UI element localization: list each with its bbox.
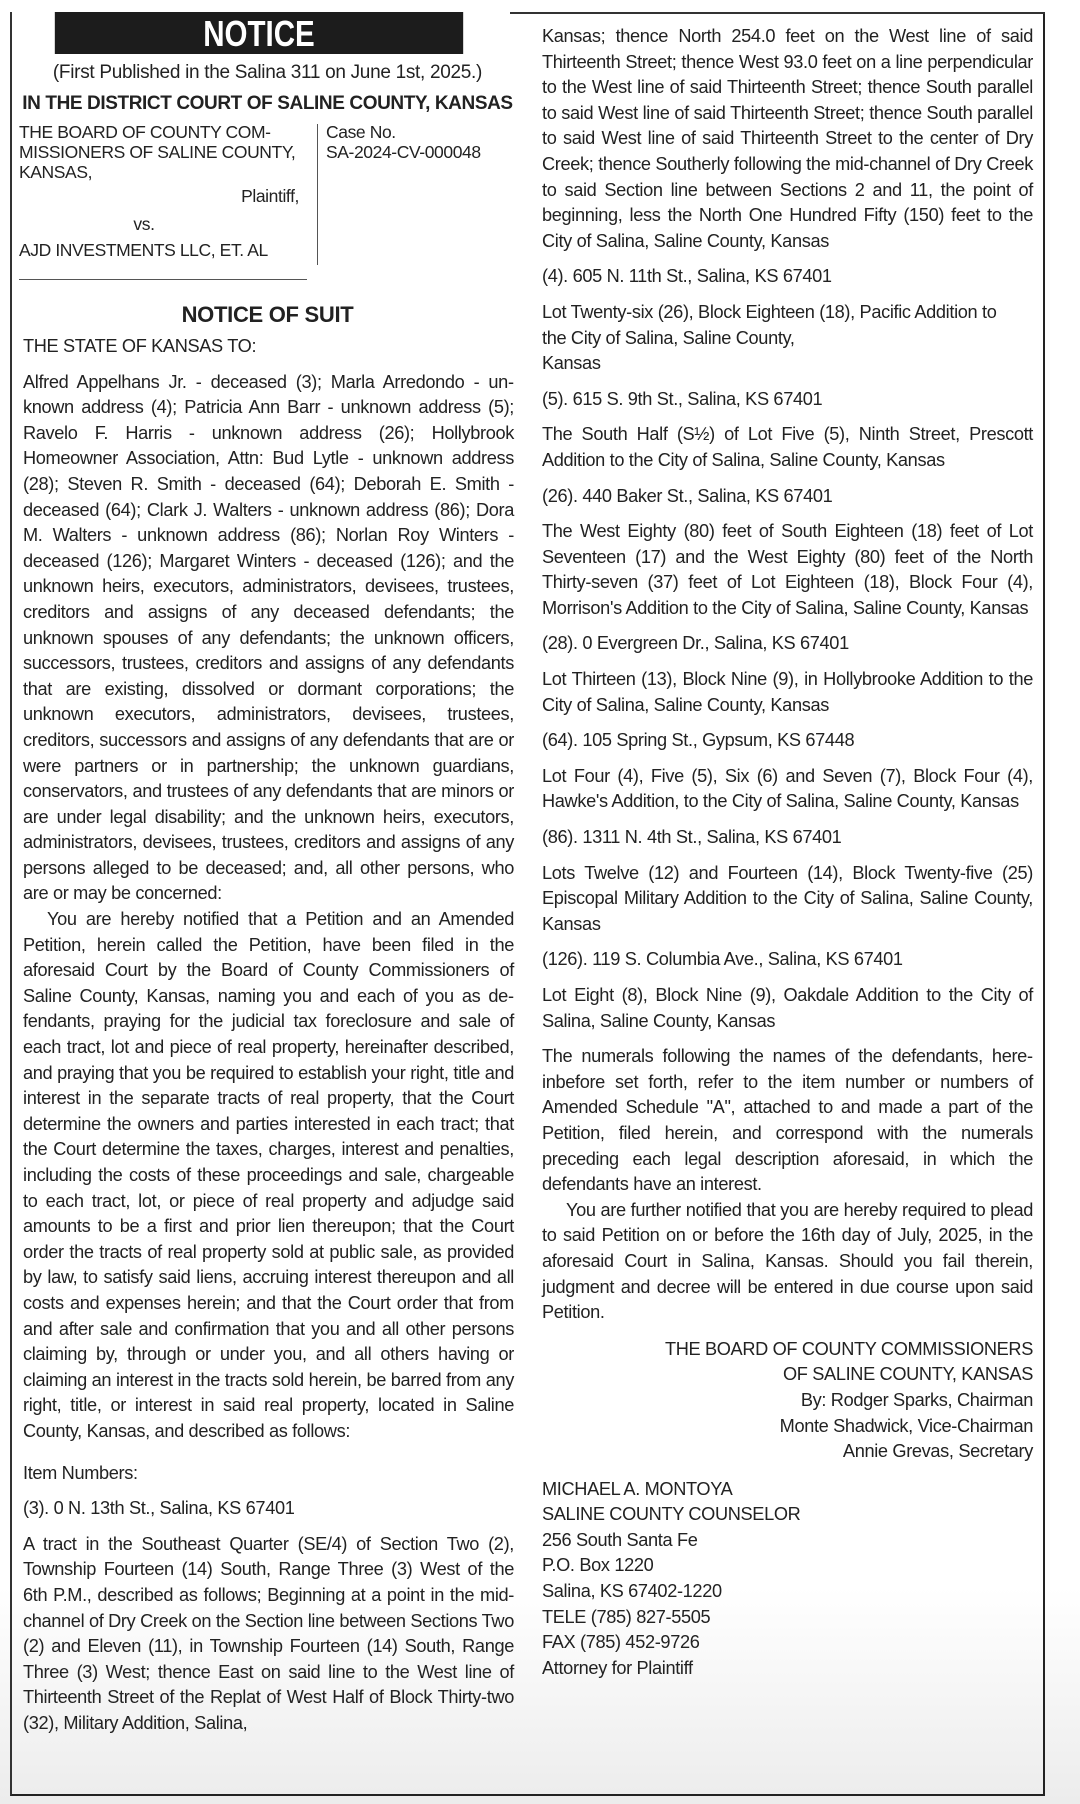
item-address: (3). 0 N. 13th St., Salina, KS 67401	[23, 1498, 295, 1519]
item-numbers-label: Item Numbers:	[23, 1462, 138, 1483]
item-legal-description: Lot Eight (8), Block Nine (9), Oakdale Addition to the City of Salina, Saline County, Kansas	[542, 985, 1033, 1031]
notice-title-banner: NOTICE	[55, 12, 463, 54]
signature-block	[542, 1337, 1033, 1465]
right-column-top-border	[510, 12, 1045, 14]
defendant-name: AJD INVESTMENTS LLC, ET. AL	[19, 240, 268, 260]
plaintiff-name-line-3: KANSAS,	[19, 162, 93, 182]
attorney-title: SALINE COUNTY COUNSELOR	[542, 1504, 801, 1525]
left-column	[12, 12, 523, 1736]
plaintiff-name-line-2: MISSIONERS OF SALINE COUNTY,	[19, 142, 296, 162]
court-heading: IN THE DISTRICT COURT OF SALINE COUNTY, KANSAS	[22, 93, 513, 114]
item-legal-description: The South Half (S½) of Lot Five (5), Ninth Street, Prescott Addition to the City of Salina, Saline County, Kansas	[542, 424, 1033, 470]
item-legal-description	[542, 300, 1033, 377]
item-legal-description: A tract in the Southeast Quarter (SE/4) of Section Two (2), Township Fourteen (14) South, Range Three (3) West of the 6th P.M., described as follows; Beginning at a point in the mid-channel of Dry Creek on the Section line between Sections Two (2) and Eleven (11), in Township Fourteen (14) South, Range Three (3) West; thence East on said line to the West line of Thirteenth Street of the Replat of West Half of Block Thirty-two (32), Military Addition, Salina,	[23, 1533, 514, 1733]
signature-line: Annie Grevas, Secretary	[842, 1441, 1033, 1462]
right-column	[533, 12, 1043, 1681]
item-legal-description: Lot Thirteen (13), Block Nine (9), in Hollybrooke Addition to the City of Salina, Saline County, Kansas	[542, 669, 1033, 715]
caption-underline	[19, 279, 307, 280]
signature-line: Monte Shadwick, Vice-Chairman	[779, 1415, 1033, 1436]
case-number: SA-2024-CV-000048	[326, 142, 481, 162]
addressee-line: THE STATE OF KANSAS TO:	[23, 336, 257, 356]
signature-line: By: Rodger Sparks, Chairman	[800, 1389, 1033, 1410]
attorney-po-box: P.O. Box 1220	[542, 1555, 654, 1576]
legal-line: the City of Salina, Saline County,	[542, 327, 795, 348]
attorney-fax: FAX (785) 452-9726	[542, 1632, 700, 1653]
plead-paragraph: You are further notified that you are hereby required to plead to said Petition on or before the 16th day of July, 2025, in the aforesaid Court in Salina, Kansas. Should you fail therein, judgment and decree will be entered in due course upon said Petition.	[542, 1199, 1033, 1323]
item-legal-description: Lots Twelve (12) and Fourteen (14), Block Twenty-five (25) Episcopal Military Addition to the City of Salina, Saline County, Kansas	[542, 862, 1033, 934]
publication-line: (First Published in the Salina 311 on June 1st, 2025.)	[52, 62, 483, 83]
signature-line: THE BOARD OF COUNTY COMMISSIONERS	[664, 1338, 1033, 1359]
attorney-city: Salina, KS 67402-1220	[542, 1581, 722, 1602]
item-address: (126). 119 S. Columbia Ave., Salina, KS 67401	[542, 949, 903, 970]
caption-divider	[317, 124, 318, 265]
case-number-block	[326, 122, 481, 162]
legal-notice-page	[10, 12, 1045, 1796]
plaintiff-label: Plaintiff,	[241, 186, 299, 206]
attorney-block	[542, 1477, 1033, 1682]
attorney-role: Attorney for Plaintiff	[542, 1657, 693, 1678]
attorney-phone: TELE (785) 827-5505	[542, 1606, 711, 1627]
legal-line: Kansas	[542, 353, 601, 374]
notice-of-suit-title: NOTICE OF SUIT	[181, 302, 354, 327]
petition-paragraph: You are hereby notified that a Petition and an Amended Petition, herein called the Petition, have been filed in the aforesaid Court by the Board of County Commissioners of Saline County, Kansas, naming you and each of you as defendants, praying for the judicial tax foreclosure and sale of each tract, lot and piece of real property, hereinafter described, and praying that you be required to establish your right, title and interest in the separate tracts of real property, that the Court determine the owners and parties interested in each tract; that the Court determine the taxes, charges, interest and penalties, including the costs of these proceedings and sale, chargeable to each tract, lot, or piece of real property and adjudge said amounts to be a first and prior lien thereupon; that the Court order the tracts of real property sold at public sale, as provided by law, to satisfy said liens, accruing interest thereupon and all costs and expenses herein; and that the Court order that from and after sale and confirmation that you and all other persons claiming by, through or under you, and all others having or claiming an interest in the tracts sold herein, be barred from any right, title, or interest in said real property, located in Saline County, Kansas, and described as follows:	[23, 909, 514, 1441]
defendants-paragraph: Alfred Appelhans Jr. - deceased (3); Marla Arredondo - unknown address (4); Patricia Ann Barr - unknown address (5); Ravelo F. Harris - unknown address (26); Hollybrook Homeowner Association, Attn: Bud Lytle - unknown address (28); Steven R. Smith - deceased (64); Deborah E. Smith - deceased (64); Clark J. Walters - unknown address (86); Dora M. Walters - unknown address (86); Norlan Roy Winters - deceased (126); Margaret Winters - deceased (126); and the unknown heirs, executors, administrators, devisees, trustees, creditors and assigns of any deceased defendants; the unknown spouses of any defendants; the unknown officers, successors, trustees, creditors and assigns of any defendants that are existing, dissolved or dormant corporations; the unknown executors, administrators, devisees, trustees, creditors, successors and assigns of any defendants that are or were partners or in partnership; the unknown guardians, conservators, and trustees of any defendants that are minors or are under legal disability; and the unknown heirs, executors, administrators, devisees, trustees, creditors and assigns of any persons alleged to be deceased; and, all other persons, who are or may be concerned:	[23, 371, 514, 904]
item-legal-description: The West Eighty (80) feet of South Eighteen (18) feet of Lot Seventeen (17) and the West Eighty (80) feet of the North Thirty-seven (37) feet of Lot Eighteen (18), Block Four (4), Morrison's Addition to the City of Salina, Saline County, Kansas	[542, 521, 1033, 618]
item-address: (5). 615 S. 9th St., Salina, KS 67401	[542, 388, 823, 409]
item-address: (64). 105 Spring St., Gypsum, KS 67448	[542, 730, 855, 751]
item-legal-description: Lot Four (4), Five (5), Six (6) and Seven (7), Block Four (4), Hawke's Addition, to the City of Salina, Saline County, Kansas	[542, 765, 1033, 812]
item-address: (28). 0 Evergreen Dr., Salina, KS 67401	[542, 633, 849, 654]
left-body	[12, 334, 523, 1736]
legal-line: Lot Twenty-six (26), Block Eighteen (18), Pacific Addition to	[542, 301, 997, 322]
caption-parties	[19, 122, 309, 260]
right-body	[533, 24, 1043, 1681]
versus-label: vs.	[133, 214, 155, 234]
item-address: (26). 440 Baker St., Salina, KS 67401	[542, 485, 833, 506]
plaintiff-name-line-1: THE BOARD OF COUNTY COM-	[19, 122, 271, 142]
signature-line: OF SALINE COUNTY, KANSAS	[783, 1364, 1033, 1385]
item-address: (86). 1311 N. 4th St., Salina, KS 67401	[542, 827, 842, 848]
case-number-label: Case No.	[326, 122, 396, 142]
numerals-paragraph: The numerals following the names of the defendants, hereinbefore set forth, refer to the item number or numbers of Amended Schedule "A", attached to and made a part of the Petition, filed herein, and correspond with the numerals preceding each legal description aforesaid, in which the defendants have an interest.	[542, 1046, 1033, 1195]
attorney-street: 256 South Santa Fe	[542, 1529, 698, 1550]
item-address: (4). 605 N. 11th St., Salina, KS 67401	[542, 266, 832, 287]
attorney-name: MICHAEL A. MONTOYA	[542, 1478, 733, 1499]
case-caption	[12, 122, 523, 272]
item-legal-description-continued: Kansas; thence North 254.0 feet on the West line of said Thirteenth Street; thence West 93.0 feet on a line perpendicular to the West line of said Thirteenth Street; thence South parallel to said West line of said Thirteenth Street; thence South parallel to said West line of said Thirteenth Street to the center of Dry Creek; thence Southerly following the mid-channel of Dry Creek to said Section line between Sections 2 and 11, the point of beginning, less the North One Hundred Fifty (150) feet to the City of Salina, Saline County, Kansas	[542, 26, 1033, 251]
